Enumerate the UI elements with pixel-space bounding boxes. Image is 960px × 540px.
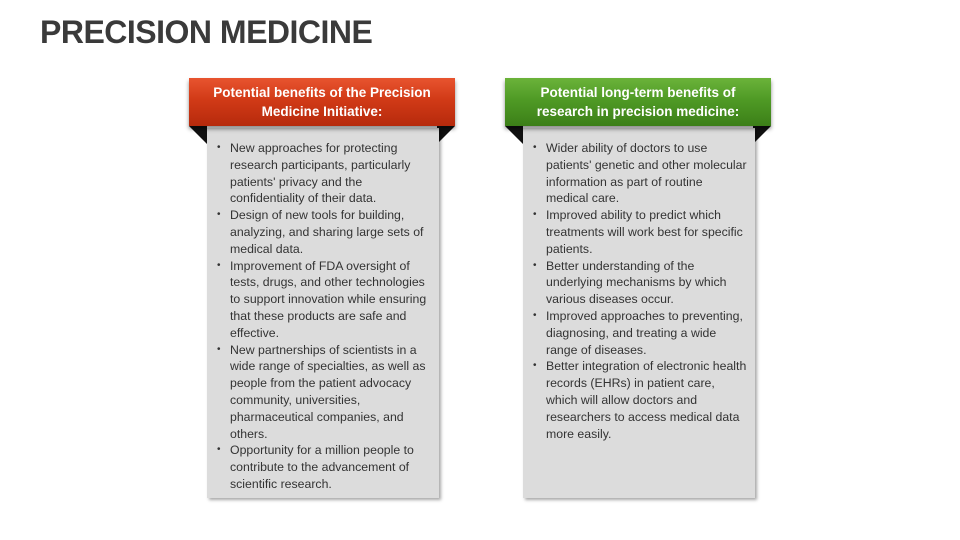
left-card-header: Potential benefits of the Precision Medicine Initiative:	[189, 78, 455, 126]
list-item: • Wider ability of doctors to use patients' genetic and other molecular information as part of routine medical care.	[531, 140, 747, 207]
left-card-body	[207, 128, 439, 498]
left-bullet-list	[207, 128, 439, 493]
right-bullet-list	[523, 128, 755, 442]
right-card-fold-right	[753, 126, 771, 144]
left-card-fold-right	[437, 126, 455, 144]
slide-title: PRECISION MEDICINE	[40, 14, 373, 50]
right-benefits-card	[505, 78, 771, 498]
list-item: • New partnerships of scientists in a wide range of specialties, as well as people from the patient advocacy community, universities, pharmaceutical companies, and others.	[215, 342, 431, 443]
list-item: • Improvement of FDA oversight of tests, drugs, and other technologies to support innovation while ensuring that these products are safe and effective.	[215, 258, 431, 342]
list-item: • Design of new tools for building, analyzing, and sharing large sets of medical data.	[215, 207, 431, 257]
list-item: • Better integration of electronic health records (EHRs) in patient care, which will allow doctors and researchers to access medical data more easily.	[531, 358, 747, 442]
right-card-body	[523, 128, 755, 498]
list-item: • Better understanding of the underlying mechanisms by which various diseases occur.	[531, 258, 747, 308]
left-card-fold-left	[189, 126, 207, 144]
right-card-fold-left	[505, 126, 523, 144]
right-card-header: Potential long-term benefits of research in precision medicine:	[505, 78, 771, 126]
left-benefits-card	[189, 78, 455, 498]
list-item: • New approaches for protecting research participants, particularly patients' privacy and the confidentiality of their data.	[215, 140, 431, 207]
list-item: • Improved ability to predict which treatments will work best for specific patients.	[531, 207, 747, 257]
list-item: • Opportunity for a million people to contribute to the advancement of scientific research.	[215, 442, 431, 492]
list-item: • Improved approaches to preventing, diagnosing, and treating a wide range of diseases.	[531, 308, 747, 358]
